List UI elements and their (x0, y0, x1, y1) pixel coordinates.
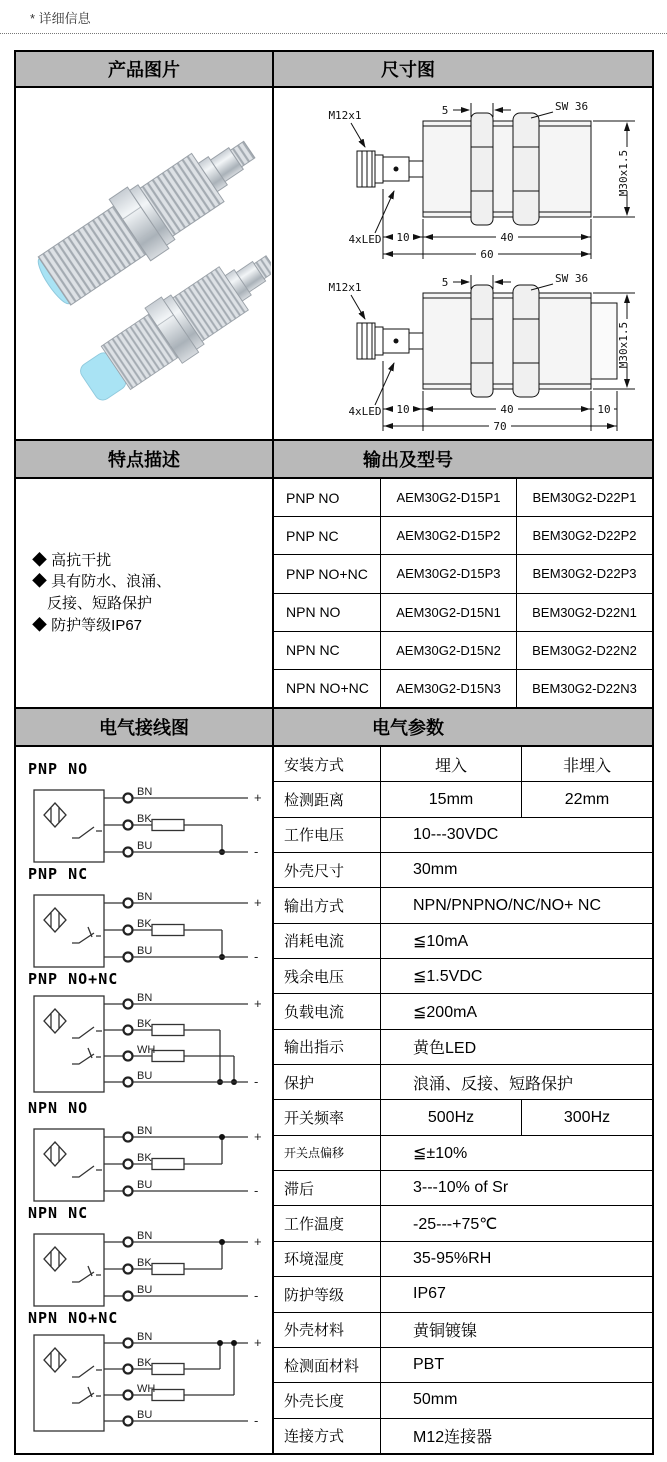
svg-text:BU: BU (137, 1284, 153, 1296)
param-label: 安装方式 (284, 756, 345, 774)
param-value: 黄色LED (380, 1030, 652, 1064)
model-number-b: BEM30G2-D22P3 (516, 555, 652, 592)
section-header-row-1 (16, 52, 652, 88)
param-row (274, 782, 652, 817)
wiring-title: NPN NO (28, 1099, 89, 1117)
param-label: 输出方式 (284, 898, 345, 916)
output-type-label: PNP NC (286, 527, 339, 544)
svg-text:4xLED: 4xLED (348, 405, 382, 418)
param-label: 负载电流 (284, 1004, 345, 1022)
wiring-block (28, 1310, 272, 1439)
param-value-flush: 埋入 (380, 747, 521, 781)
param-row (274, 994, 652, 1029)
param-value: M12连接器 (380, 1419, 652, 1453)
svg-text:+: + (254, 1129, 262, 1144)
page-note: * 详细信息 (30, 11, 91, 26)
output-type-label: NPN NO+NC (286, 680, 369, 697)
dimension-diagram (273, 263, 652, 435)
param-row (274, 1136, 652, 1171)
svg-text:BU: BU (137, 945, 153, 957)
section-body-2 (16, 479, 652, 707)
param-label: 工作温度 (284, 1216, 345, 1234)
model-number-b: BEM30G2-D22N3 (516, 670, 652, 707)
param-label: 检测距离 (284, 792, 345, 810)
svg-text:-: - (254, 1413, 259, 1428)
section-body-3 (16, 747, 652, 1453)
wiring-block (28, 866, 272, 971)
wiring-title: NPN NC (28, 1204, 89, 1222)
svg-text:BN: BN (137, 1125, 153, 1137)
svg-text:4xLED: 4xLED (348, 233, 382, 246)
feature-list (16, 479, 272, 707)
svg-text:-: - (254, 1074, 259, 1089)
wiring-title: PNP NO+NC (28, 970, 119, 988)
svg-text:5: 5 (441, 276, 449, 289)
param-label: 滞后 (284, 1180, 315, 1198)
param-row (274, 959, 652, 994)
param-table (272, 747, 652, 1453)
svg-text:BK: BK (137, 1018, 152, 1030)
param-row (274, 1277, 652, 1312)
wiring-diagram (28, 778, 272, 866)
param-label: 外壳长度 (284, 1392, 345, 1410)
param-value: 3---10% of Sr (380, 1171, 652, 1205)
param-label: 保护 (284, 1074, 315, 1092)
dimension-diagram (273, 91, 652, 263)
svg-text:BU: BU (137, 840, 153, 852)
wiring-block (28, 971, 272, 1100)
svg-text:+: + (254, 790, 262, 805)
svg-text:60: 60 (480, 248, 494, 261)
svg-text:10: 10 (396, 231, 410, 244)
svg-text:BN: BN (137, 786, 153, 798)
model-table (272, 479, 652, 707)
svg-text:-: - (254, 1288, 259, 1303)
param-value-flush: 500Hz (380, 1100, 521, 1134)
param-label: 开关点偏移 (284, 1146, 345, 1161)
param-row (274, 1171, 652, 1206)
param-value: NPN/PNPNO/NC/NO+ NC (380, 888, 652, 922)
svg-text:10: 10 (597, 403, 611, 416)
svg-text:M12x1: M12x1 (328, 109, 362, 122)
svg-text:SW 36: SW 36 (555, 100, 589, 113)
param-value-flush: 15mm (380, 782, 521, 816)
param-row (274, 888, 652, 923)
product-photo (17, 88, 271, 437)
param-value: 30mm (380, 853, 652, 887)
model-row (274, 594, 652, 632)
section-body-1 (16, 88, 652, 439)
param-label: 外壳材料 (284, 1322, 345, 1340)
spec-table (14, 50, 654, 1455)
param-value: 10---30VDC (380, 818, 652, 852)
wiring-title: PNP NC (28, 865, 89, 883)
output-type-label: PNP NO+NC (286, 565, 368, 582)
svg-text:BU: BU (137, 1070, 153, 1082)
param-value: -25---+75℃ (380, 1206, 652, 1240)
param-row (274, 853, 652, 888)
svg-text:+: + (254, 895, 262, 910)
model-number-a: AEM30G2-D15P2 (380, 517, 516, 554)
svg-text:M30x1.5: M30x1.5 (617, 321, 630, 369)
model-row (274, 479, 652, 517)
output-type-label: PNP NO (286, 489, 340, 506)
param-row (274, 1206, 652, 1241)
wiring-block (28, 761, 272, 866)
param-value: 浪涌、反接、短路保护 (380, 1065, 652, 1099)
svg-text:-: - (254, 949, 259, 964)
header-output-models: 输出及型号 (272, 441, 652, 477)
svg-text:BU: BU (137, 1179, 153, 1191)
wiring-diagram (28, 1117, 272, 1205)
param-value: PBT (380, 1348, 652, 1382)
feature-line: 反接、短路保护 (32, 595, 153, 612)
param-row (274, 1383, 652, 1418)
model-number-b: BEM30G2-D22N1 (516, 594, 652, 631)
param-row (274, 1100, 652, 1135)
param-label: 外壳尺寸 (284, 862, 345, 880)
param-value: ≦1.5VDC (380, 959, 652, 993)
param-row (274, 1065, 652, 1100)
param-row (274, 1030, 652, 1065)
header-features: 特点描述 (108, 450, 180, 470)
dimension-diagram-cell (272, 88, 652, 439)
param-label: 消耗电流 (284, 933, 345, 951)
param-value-nonflush: 非埋入 (521, 747, 652, 781)
section-header-row-2 (16, 439, 652, 479)
output-type-label: NPN NO (286, 604, 341, 621)
header-dimension-diagram: 尺寸图 (272, 52, 652, 86)
wiring-block (28, 1100, 272, 1205)
wiring-title: NPN NO+NC (28, 1309, 119, 1327)
svg-text:BU: BU (137, 1409, 153, 1421)
svg-text:40: 40 (500, 403, 514, 416)
param-row (274, 1313, 652, 1348)
param-label: 检测面材料 (284, 1357, 360, 1375)
svg-text:+: + (254, 1234, 262, 1249)
wiring-block (28, 1205, 272, 1310)
param-row (274, 818, 652, 853)
header-product-image: 产品图片 (108, 60, 180, 80)
svg-text:BN: BN (137, 1331, 153, 1343)
param-value: 35-95%RH (380, 1242, 652, 1276)
param-value: ≦±10% (380, 1136, 652, 1170)
output-type-label: NPN NC (286, 642, 340, 659)
svg-text:BK: BK (137, 918, 152, 930)
wiring-diagram-cell (16, 747, 272, 1453)
model-row (274, 670, 652, 707)
model-number-a: AEM30G2-D15N3 (380, 670, 516, 707)
svg-text:M30x1.5: M30x1.5 (617, 149, 630, 197)
model-row (274, 632, 652, 670)
wiring-diagram (28, 1222, 272, 1310)
model-number-b: BEM30G2-D22N2 (516, 632, 652, 669)
param-value-nonflush: 300Hz (521, 1100, 652, 1134)
svg-text:5: 5 (441, 104, 449, 117)
feature-line: ◆ 防护等级IP67 (32, 616, 143, 634)
svg-text:WH: WH (137, 1383, 156, 1395)
wiring-diagram (28, 883, 272, 971)
param-value: ≦10mA (380, 924, 652, 958)
model-number-a: AEM30G2-D15N1 (380, 594, 516, 631)
param-label: 残余电压 (284, 968, 345, 986)
feature-line: ◆ 高抗干扰 (32, 551, 112, 569)
svg-text:BK: BK (137, 1357, 152, 1369)
svg-text:10: 10 (396, 403, 410, 416)
param-label: 开关频率 (284, 1110, 345, 1128)
model-number-a: AEM30G2-D15P3 (380, 555, 516, 592)
model-number-a: AEM30G2-D15N2 (380, 632, 516, 669)
svg-text:M12x1: M12x1 (328, 281, 362, 294)
feature-line: ◆ 具有防水、浪涌、 (32, 573, 172, 591)
param-value-nonflush: 22mm (521, 782, 652, 816)
param-label: 工作电压 (284, 827, 345, 845)
param-label: 连接方式 (284, 1428, 345, 1446)
svg-text:BK: BK (137, 1257, 152, 1269)
svg-text:70: 70 (493, 420, 507, 433)
svg-text:+: + (254, 996, 262, 1011)
svg-text:SW 36: SW 36 (555, 272, 589, 285)
product-photo-cell (16, 88, 272, 439)
svg-text:+: + (254, 1335, 262, 1350)
svg-text:BK: BK (137, 813, 152, 825)
model-row (274, 517, 652, 555)
param-value: ≦200mA (380, 994, 652, 1028)
svg-text:WH: WH (137, 1044, 156, 1056)
param-value: IP67 (380, 1277, 652, 1311)
wiring-title: PNP NO (28, 760, 89, 778)
svg-text:BN: BN (137, 891, 153, 903)
svg-text:BN: BN (137, 1230, 153, 1242)
param-row (274, 924, 652, 959)
param-label: 防护等级 (284, 1286, 345, 1304)
param-label: 环境湿度 (284, 1251, 345, 1269)
param-label: 输出指示 (284, 1039, 345, 1057)
dotted-separator (0, 33, 667, 34)
svg-text:BN: BN (137, 992, 153, 1004)
wiring-diagram (28, 988, 272, 1100)
wiring-diagram (28, 1327, 272, 1439)
param-value: 黄铜镀镍 (380, 1313, 652, 1347)
model-number-b: BEM30G2-D22P2 (516, 517, 652, 554)
model-number-a: AEM30G2-D15P1 (380, 479, 516, 516)
section-header-row-3 (16, 707, 652, 747)
svg-text:-: - (254, 844, 259, 859)
param-row (274, 1242, 652, 1277)
svg-text:-: - (254, 1183, 259, 1198)
param-row (274, 747, 652, 782)
param-row (274, 1348, 652, 1383)
model-row (274, 555, 652, 593)
header-electrical-params: 电气参数 (272, 709, 652, 745)
param-value: 50mm (380, 1383, 652, 1417)
svg-text:40: 40 (500, 231, 514, 244)
header-wiring-diagram: 电气接线图 (99, 718, 189, 738)
model-number-b: BEM30G2-D22P1 (516, 479, 652, 516)
svg-text:BK: BK (137, 1152, 152, 1164)
param-row (274, 1419, 652, 1453)
